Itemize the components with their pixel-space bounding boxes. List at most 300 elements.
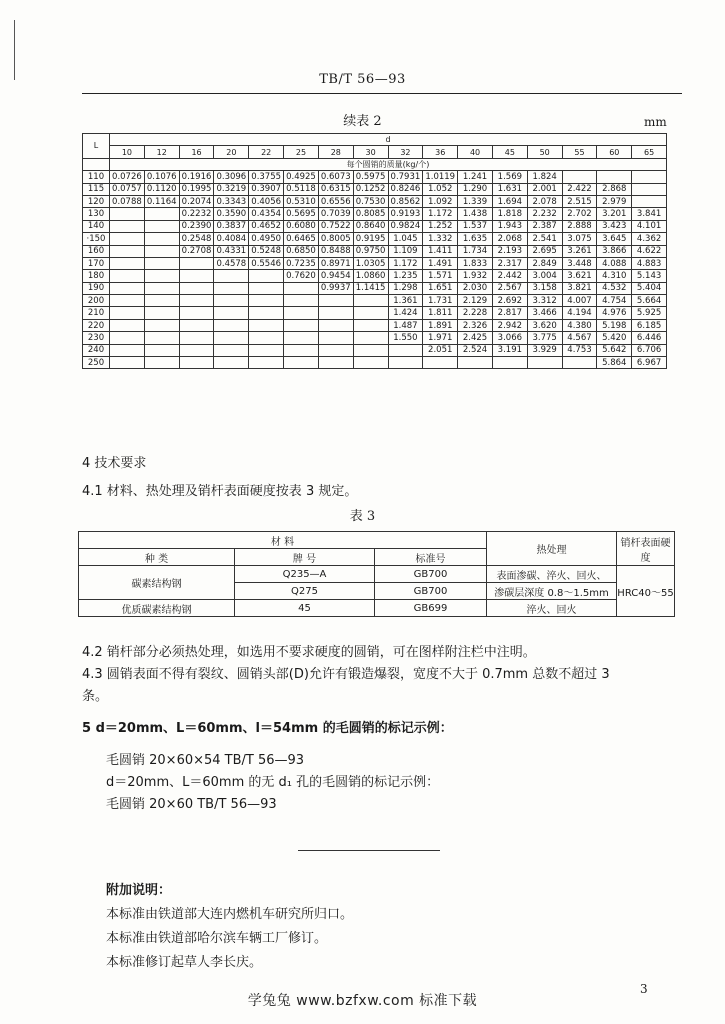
mass-cell: 2.129	[458, 295, 493, 307]
mass-cell: 5.642	[597, 344, 632, 356]
mass-cell: 0.3219	[214, 183, 249, 195]
mass-table	[82, 133, 667, 369]
row-length: 180	[83, 270, 110, 282]
mass-cell: 1.1415	[353, 282, 388, 294]
mass-cell: 0.5975	[353, 171, 388, 183]
mass-cell: 1.109	[388, 245, 423, 257]
note-2: 本标准由铁道部哈尔滨车辆工厂修订。	[106, 931, 328, 946]
mass-cell	[179, 282, 214, 294]
mass-cell	[110, 270, 145, 282]
mass-cell: 2.001	[527, 183, 562, 195]
mass-cell	[144, 233, 179, 245]
mass-cell	[144, 257, 179, 269]
row-header-L: L	[83, 134, 110, 159]
d-value-header: 40	[458, 146, 493, 158]
d-value-header: 20	[214, 146, 249, 158]
scan-artifact-line	[14, 20, 15, 80]
mass-cell: 1.631	[492, 183, 527, 195]
mass-cell	[318, 319, 353, 331]
mass-cell: 3.004	[527, 270, 562, 282]
mass-cell: 3.423	[597, 220, 632, 232]
mass-cell	[144, 332, 179, 344]
mass-cell: 0.9193	[388, 208, 423, 220]
mass-cell: 1.491	[423, 257, 458, 269]
d-value-header: 10	[110, 146, 145, 158]
mass-cell: 0.2074	[179, 195, 214, 207]
mass-cell	[110, 233, 145, 245]
material-group-header: 材 料	[79, 532, 487, 549]
row-length: 200	[83, 295, 110, 307]
mass-cell: 0.8085	[353, 208, 388, 220]
grade-q275: Q275	[235, 583, 375, 600]
mass-cell: 2.422	[562, 183, 597, 195]
mass-cell	[318, 332, 353, 344]
hardness-header: 销杆表面硬度	[617, 532, 675, 566]
mass-cell	[110, 208, 145, 220]
mass-cell: 0.1995	[179, 183, 214, 195]
mass-cell: 0.3755	[249, 171, 284, 183]
mass-cell: 1.0305	[353, 257, 388, 269]
mass-cell: 0.4925	[284, 171, 319, 183]
table-row	[83, 245, 667, 257]
mass-cell: 2.326	[458, 319, 493, 331]
mass-cell	[353, 332, 388, 344]
mass-cell: 1.569	[492, 171, 527, 183]
std-gb700-a: GB700	[375, 566, 487, 583]
mass-cell: 0.2708	[179, 245, 214, 257]
mass-cell: 3.448	[562, 257, 597, 269]
mass-cell: 0.1164	[144, 195, 179, 207]
mass-cell: 0.5310	[284, 195, 319, 207]
row-length: ·150	[83, 233, 110, 245]
mass-cell: 0.4084	[214, 233, 249, 245]
mass-cell	[249, 344, 284, 356]
mass-cell: 2.232	[527, 208, 562, 220]
mass-cell: 0.4056	[249, 195, 284, 207]
std-gb699: GB699	[375, 600, 487, 617]
mass-cell: 2.979	[597, 195, 632, 207]
mass-cell: 0.8246	[388, 183, 423, 195]
mass-cell	[249, 295, 284, 307]
mass-cell	[110, 245, 145, 257]
type-carbon-steel: 碳素结构钢	[79, 566, 235, 600]
mass-cell	[110, 344, 145, 356]
mass-cell	[144, 357, 179, 369]
mass-cell: 1.824	[527, 171, 562, 183]
table-row	[83, 233, 667, 245]
mass-cell: 3.841	[632, 208, 667, 220]
mass-cell: 2.425	[458, 332, 493, 344]
mass-cell	[249, 282, 284, 294]
mass-cell: 4.088	[597, 257, 632, 269]
mass-cell: 4.622	[632, 245, 667, 257]
mass-cell: 0.9454	[318, 270, 353, 282]
mass-cell: 2.888	[562, 220, 597, 232]
mass-cell: 5.404	[632, 282, 667, 294]
row-length: 230	[83, 332, 110, 344]
mass-cell	[179, 319, 214, 331]
mass-cell: 1.290	[458, 183, 493, 195]
mass-cell	[423, 357, 458, 369]
mass-cell: 0.6850	[284, 245, 319, 257]
mass-cell	[353, 319, 388, 331]
mass-cell: 6.967	[632, 357, 667, 369]
row-length: 210	[83, 307, 110, 319]
mass-cell	[144, 220, 179, 232]
d-value-header: 22	[249, 146, 284, 158]
mass-cell: 3.466	[527, 307, 562, 319]
mass-cell: 4.976	[597, 307, 632, 319]
mass-cell: 1.411	[423, 245, 458, 257]
mass-cell: 0.3343	[214, 195, 249, 207]
table-row	[83, 220, 667, 232]
mass-cell: 0.2232	[179, 208, 214, 220]
mass-cell	[249, 270, 284, 282]
d-value-header: 12	[144, 146, 179, 158]
mass-cell: 2.078	[527, 195, 562, 207]
mass-cell: 1.537	[458, 220, 493, 232]
mass-cell: 1.635	[458, 233, 493, 245]
mass-cell: 0.3837	[214, 220, 249, 232]
para-4-2: 4.2 销杆部分必须热处理，如选用不要求硬度的圆销，可在图样附注栏中注明。	[82, 645, 536, 660]
mass-cell	[318, 307, 353, 319]
mass-cell: 3.261	[562, 245, 597, 257]
mass-cell: 0.9750	[353, 245, 388, 257]
heat-treatment-header: 热处理	[487, 532, 617, 566]
mass-cell	[249, 307, 284, 319]
mass-cell: 0.7620	[284, 270, 319, 282]
mass-cell: 3.621	[562, 270, 597, 282]
mass-cell: 0.8971	[318, 257, 353, 269]
mass-cell: 0.1916	[179, 171, 214, 183]
mass-cell: 0.9824	[388, 220, 423, 232]
table3-title: 表 3	[349, 509, 376, 524]
mass-cell	[110, 357, 145, 369]
mass-cell: 4.380	[562, 319, 597, 331]
mass-cell: 4.567	[562, 332, 597, 344]
mass-cell	[110, 319, 145, 331]
d-value-header: 50	[527, 146, 562, 158]
mass-cell	[214, 295, 249, 307]
mass-cell: 1.731	[423, 295, 458, 307]
table-row	[83, 295, 667, 307]
mass-cell: 3.620	[527, 319, 562, 331]
mass-cell: 4.194	[562, 307, 597, 319]
mass-cell	[284, 307, 319, 319]
mass-cell: 4.007	[562, 295, 597, 307]
mass-cell	[214, 332, 249, 344]
mass-cell	[353, 357, 388, 369]
mass-cell: 0.7235	[284, 257, 319, 269]
mass-cell: 1.651	[423, 282, 458, 294]
mass-cell	[353, 344, 388, 356]
mass-cell: 2.068	[492, 233, 527, 245]
mass-cell	[284, 319, 319, 331]
mass-cell	[318, 344, 353, 356]
type-quality-carbon-steel: 优质碳素结构钢	[79, 600, 235, 617]
mass-cell: 0.5248	[249, 245, 284, 257]
d-value-header: 60	[597, 146, 632, 158]
para-4-3-cont: 条。	[82, 689, 109, 704]
row-length: 130	[83, 208, 110, 220]
mass-cell: 1.438	[458, 208, 493, 220]
mass-cell: 2.051	[423, 344, 458, 356]
mass-cell: 1.833	[458, 257, 493, 269]
mass-cell: 3.645	[597, 233, 632, 245]
heat-treatment-quench: 淬火、回火	[487, 600, 617, 617]
mass-cell: 3.821	[562, 282, 597, 294]
mass-cell: 2.868	[597, 183, 632, 195]
mass-cell	[632, 195, 667, 207]
mass-cell	[284, 357, 319, 369]
heat-treatment-carburize: 表面渗碳、淬火、回火、	[487, 566, 617, 583]
mass-cell	[144, 270, 179, 282]
mass-cell: 4.753	[562, 344, 597, 356]
mass-cell: 1.252	[423, 220, 458, 232]
row-length: 140	[83, 220, 110, 232]
mass-cell	[110, 220, 145, 232]
mass-cell	[632, 183, 667, 195]
mass-cell: 6.706	[632, 344, 667, 356]
mass-cell: 0.4354	[249, 208, 284, 220]
mass-cell: 0.8640	[353, 220, 388, 232]
mass-cell	[214, 357, 249, 369]
mass-cell: 3.075	[562, 233, 597, 245]
mass-cell	[144, 307, 179, 319]
mass-cell	[562, 171, 597, 183]
mass-cell: 0.1252	[353, 183, 388, 195]
mass-cell	[214, 282, 249, 294]
para-4-1: 4.1 材料、热处理及销杆表面硬度按表 3 规定。	[82, 484, 358, 499]
mass-cell: 3.066	[492, 332, 527, 344]
mass-cell: 0.2390	[179, 220, 214, 232]
table-row	[83, 257, 667, 269]
mass-cell: 2.817	[492, 307, 527, 319]
mass-cell: 1.818	[492, 208, 527, 220]
header-rule	[82, 93, 682, 94]
mass-cell: 0.4578	[214, 257, 249, 269]
mass-cell: 2.228	[458, 307, 493, 319]
mass-cell: 3.191	[492, 344, 527, 356]
table-row	[83, 270, 667, 282]
mass-cell: 0.4331	[214, 245, 249, 257]
mass-cell	[144, 282, 179, 294]
row-length: 160	[83, 245, 110, 257]
mass-cell: 1.052	[423, 183, 458, 195]
grade-q235a: Q235—A	[235, 566, 375, 583]
row-length: 190	[83, 282, 110, 294]
mass-cell: 2.515	[562, 195, 597, 207]
mass-cell: 0.1120	[144, 183, 179, 195]
hardness-value: HRC40～55	[617, 566, 675, 617]
mass-cell	[632, 171, 667, 183]
mass-cell: 1.943	[492, 220, 527, 232]
type-header: 种 类	[79, 549, 235, 566]
mass-cell: 0.1076	[144, 171, 179, 183]
mass-cell: 1.932	[458, 270, 493, 282]
mass-cell: 4.101	[632, 220, 667, 232]
mass-cell	[179, 344, 214, 356]
end-rule	[298, 850, 440, 851]
mass-cell	[144, 344, 179, 356]
grade-header: 牌 号	[235, 549, 375, 566]
mass-cell: 0.7039	[318, 208, 353, 220]
mass-cell	[179, 257, 214, 269]
mass-cell: 4.310	[597, 270, 632, 282]
mass-cell: 3.201	[597, 208, 632, 220]
mass-cell: 0.7530	[353, 195, 388, 207]
example-1: 毛圆销 20×60×54 TB/T 56—93	[106, 753, 305, 768]
mass-cell: 2.695	[527, 245, 562, 257]
table-row	[83, 332, 667, 344]
mass-cell: 0.0757	[110, 183, 145, 195]
mass-cell: 1.339	[458, 195, 493, 207]
mass-cell: 2.692	[492, 295, 527, 307]
mass-cell: 1.092	[423, 195, 458, 207]
mass-cell	[179, 295, 214, 307]
mass-cell	[284, 295, 319, 307]
mass-cell: 2.317	[492, 257, 527, 269]
table-row	[83, 307, 667, 319]
standard-code: TB/T 56—93	[319, 72, 406, 87]
mass-cell: 0.8005	[318, 233, 353, 245]
mass-cell: 1.172	[423, 208, 458, 220]
table-row	[83, 208, 667, 220]
mass-cell: 0.7931	[388, 171, 423, 183]
mass-cell	[353, 295, 388, 307]
mass-cell: 0.6315	[318, 183, 353, 195]
mass-cell: 5.864	[597, 357, 632, 369]
note-3: 本标准修订起草人李长庆。	[106, 955, 263, 970]
table-row	[83, 183, 667, 195]
mass-cell	[562, 357, 597, 369]
row-length: 240	[83, 344, 110, 356]
heat-treatment-depth: 渗碳层深度 0.8～1.5mm	[487, 583, 617, 600]
mass-cell: 0.2548	[179, 233, 214, 245]
table2-unit: mm	[644, 115, 667, 129]
mass-cell: 2.942	[492, 319, 527, 331]
d-value-header: 16	[179, 146, 214, 158]
mass-cell	[458, 357, 493, 369]
mass-cell: 1.891	[423, 319, 458, 331]
mass-cell	[110, 282, 145, 294]
mass-cell	[249, 319, 284, 331]
mass-cell: 5.664	[632, 295, 667, 307]
mass-cell	[110, 307, 145, 319]
mass-cell: 1.241	[458, 171, 493, 183]
mass-cell	[284, 344, 319, 356]
std-gb700-b: GB700	[375, 583, 487, 600]
mass-cell: 4.754	[597, 295, 632, 307]
mass-cell: 5.143	[632, 270, 667, 282]
footer-watermark: 学兔兔 www.bzfxw.com 标准下载	[247, 993, 478, 1009]
row-length: 250	[83, 357, 110, 369]
mass-cell	[214, 270, 249, 282]
mass-cell: 1.0119	[423, 171, 458, 183]
mass-cell: 1.0860	[353, 270, 388, 282]
mass-cell: 0.6080	[284, 220, 319, 232]
table-row	[83, 195, 667, 207]
table2-title: 续表 2	[343, 114, 382, 129]
mass-cell: 1.971	[423, 332, 458, 344]
mass-cell	[144, 319, 179, 331]
d-value-header: 25	[284, 146, 319, 158]
mass-cell: 1.694	[492, 195, 527, 207]
mass-cell: 0.7522	[318, 220, 353, 232]
mass-cell: 1.298	[388, 282, 423, 294]
row-length: 110	[83, 171, 110, 183]
mass-cell: 0.3096	[214, 171, 249, 183]
mass-cell: 2.442	[492, 270, 527, 282]
mass-cell	[110, 295, 145, 307]
notes-title: 附加说明：	[106, 883, 172, 898]
mass-cell: 1.550	[388, 332, 423, 344]
mass-cell	[249, 357, 284, 369]
d-value-header: 45	[492, 146, 527, 158]
mass-cell: 4.532	[597, 282, 632, 294]
mass-cell	[318, 357, 353, 369]
mass-cell: 0.6465	[284, 233, 319, 245]
table-row	[83, 344, 667, 356]
mass-cell: 0.8488	[318, 245, 353, 257]
mass-cell: 1.811	[423, 307, 458, 319]
mass-cell: 2.193	[492, 245, 527, 257]
mass-cell: 1.332	[423, 233, 458, 245]
grade-45: 45	[235, 600, 375, 617]
mass-cell: 4.883	[632, 257, 667, 269]
mass-cell: 1.487	[388, 319, 423, 331]
mass-cell	[353, 307, 388, 319]
mass-cell: 4.362	[632, 233, 667, 245]
mass-cell: 0.9195	[353, 233, 388, 245]
mass-cell: 0.0788	[110, 195, 145, 207]
mass-cell: 6.446	[632, 332, 667, 344]
mass-cell: 0.4950	[249, 233, 284, 245]
mass-cell: 0.6073	[318, 171, 353, 183]
mass-label: 每个圆销的质量(kg/个)	[110, 158, 667, 170]
mass-cell	[144, 295, 179, 307]
mass-cell	[214, 307, 249, 319]
mass-cell	[318, 295, 353, 307]
mass-cell: 2.541	[527, 233, 562, 245]
d-label: d	[110, 134, 667, 146]
mass-cell	[284, 332, 319, 344]
mass-cell: 0.5695	[284, 208, 319, 220]
mass-cell: 0.5118	[284, 183, 319, 195]
mass-cell: 0.3590	[214, 208, 249, 220]
material-table	[78, 531, 675, 617]
mass-cell: 3.158	[527, 282, 562, 294]
d-value-header: 55	[562, 146, 597, 158]
table-row	[83, 171, 667, 183]
d-value-header: 32	[388, 146, 423, 158]
mass-cell: 2.702	[562, 208, 597, 220]
mass-cell	[110, 332, 145, 344]
mass-cell	[597, 171, 632, 183]
mass-cell	[527, 357, 562, 369]
row-length: 170	[83, 257, 110, 269]
mass-cell	[492, 357, 527, 369]
mass-cell	[214, 319, 249, 331]
standard-header: 标准号	[375, 549, 487, 566]
table-row	[83, 357, 667, 369]
mass-cell	[388, 357, 423, 369]
mass-cell	[179, 270, 214, 282]
mass-cell: 6.185	[632, 319, 667, 331]
note-1: 本标准由铁道部大连内燃机车研究所归口。	[106, 907, 354, 922]
mass-cell: 1.235	[388, 270, 423, 282]
mass-cell	[249, 332, 284, 344]
